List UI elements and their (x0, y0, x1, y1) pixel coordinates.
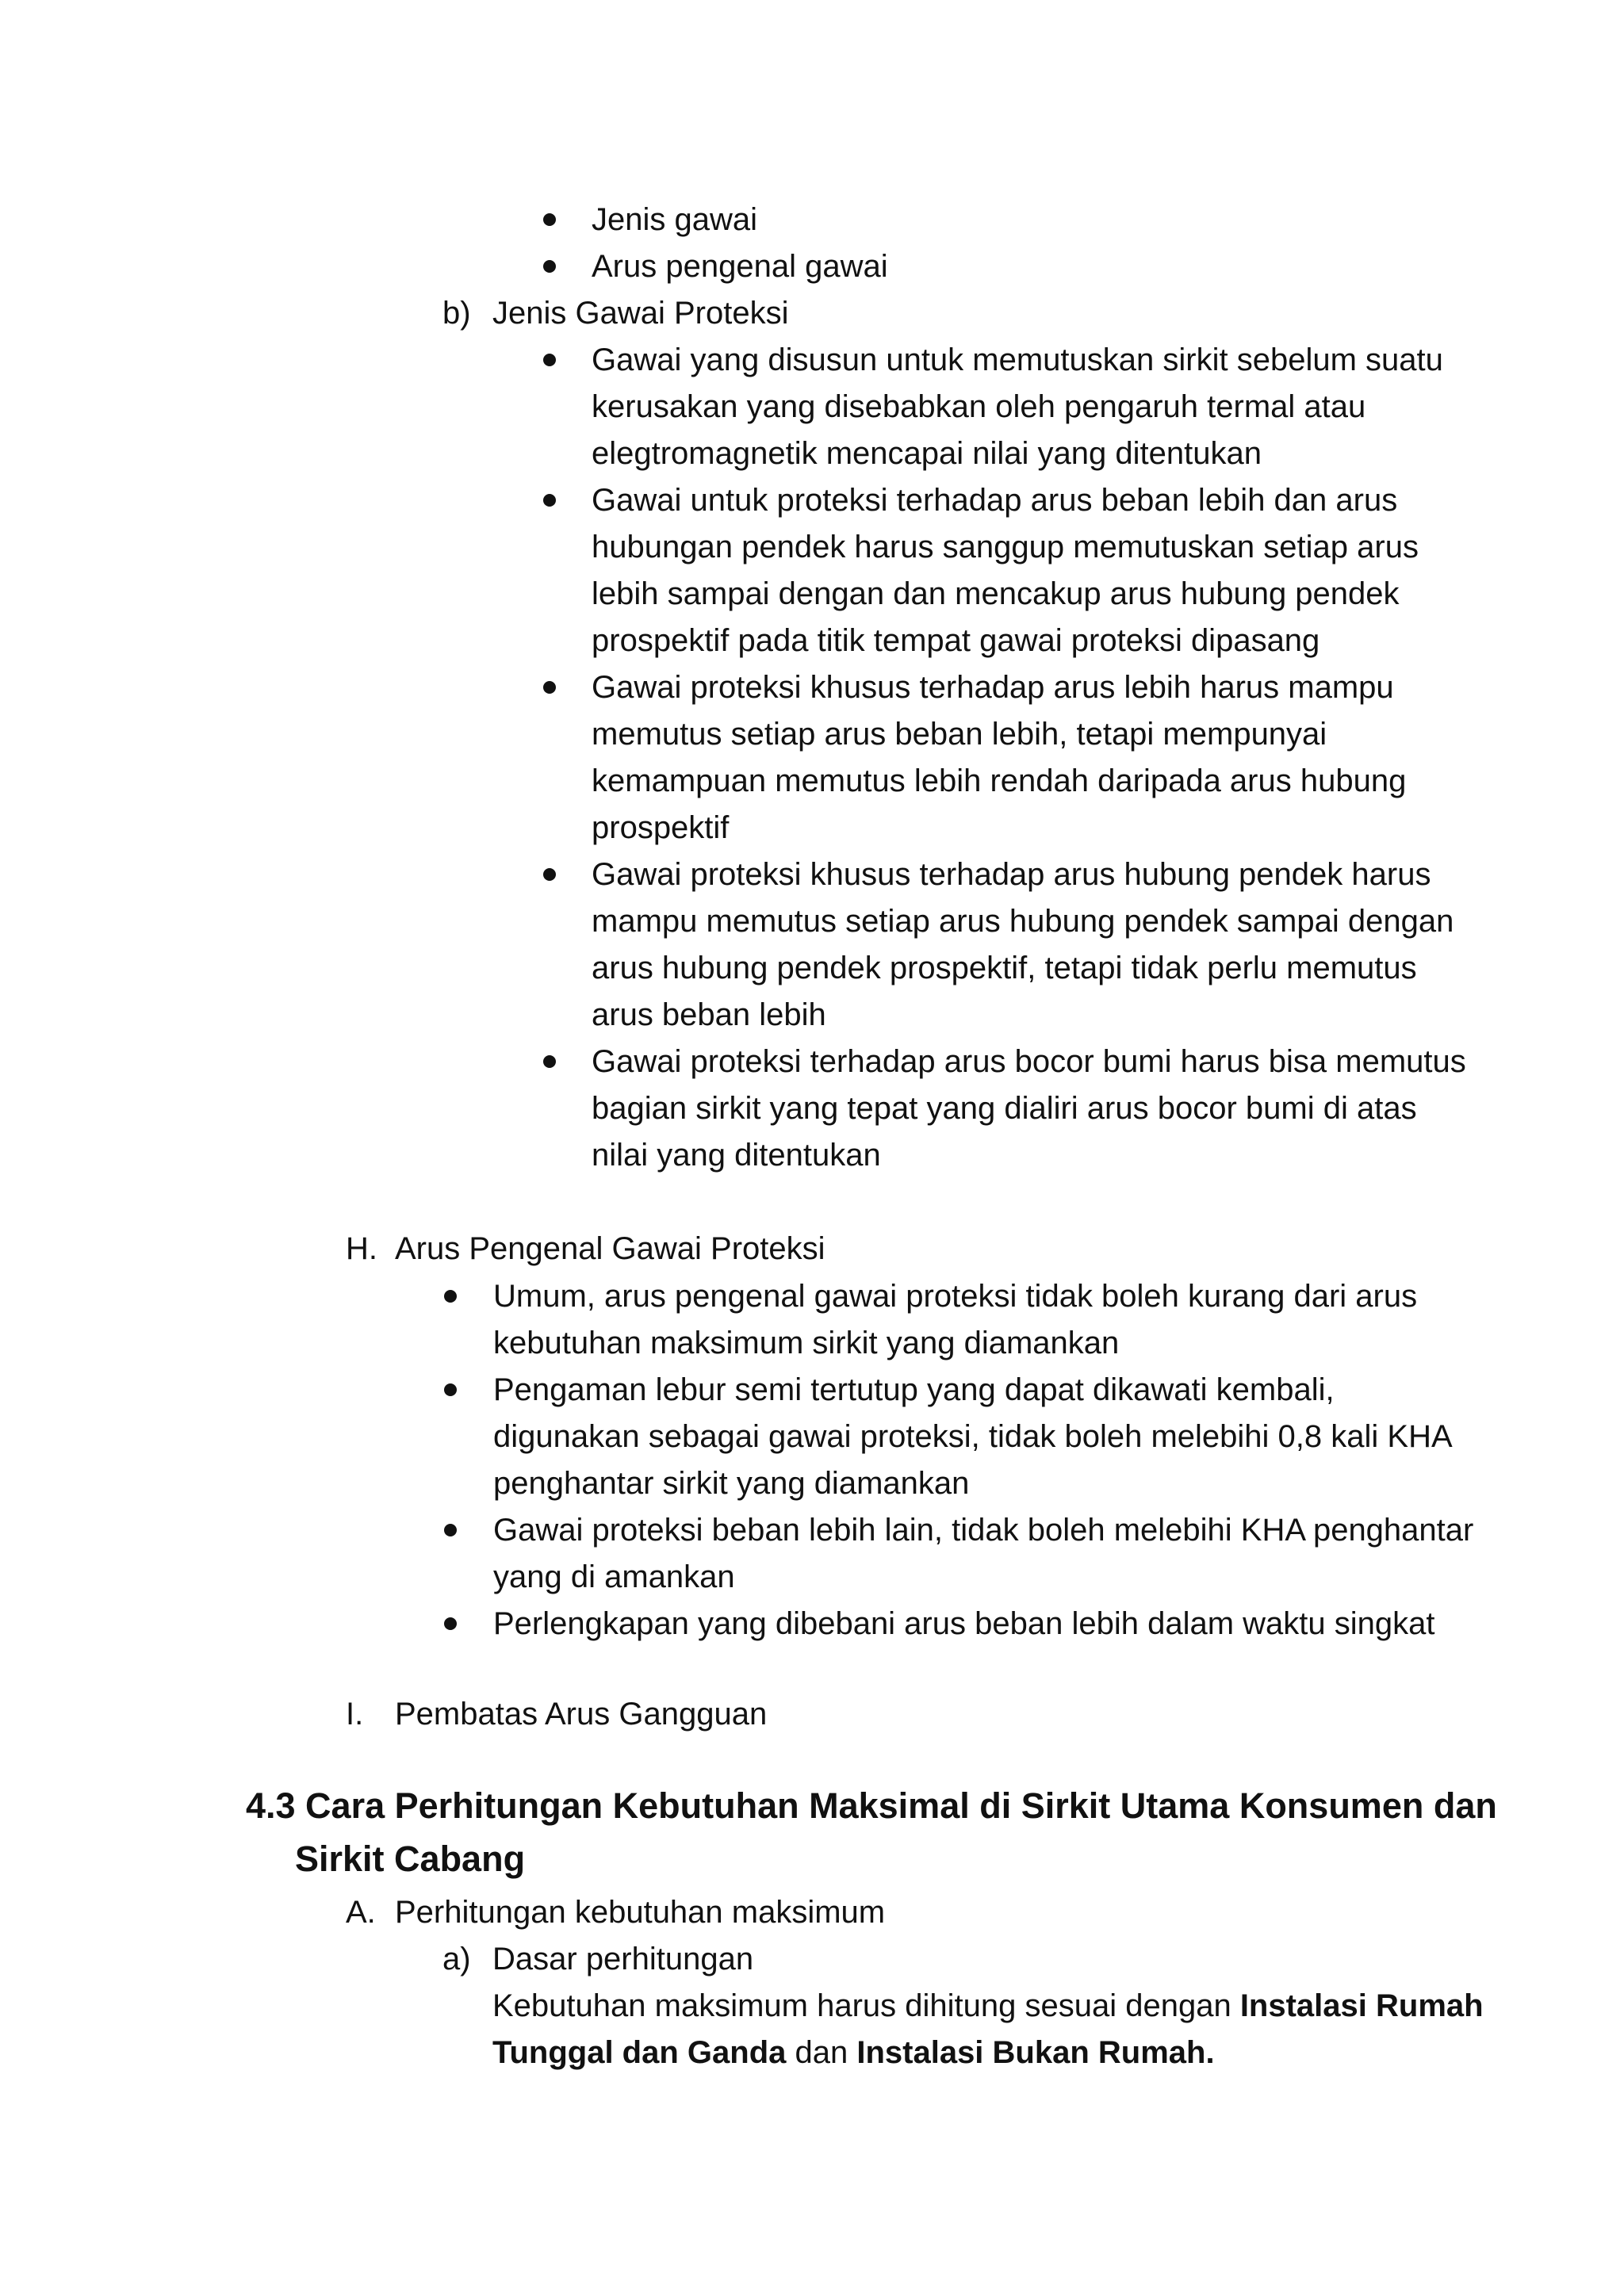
list-marker: b) (442, 296, 471, 331)
list-item: prospektif pada titik tempat gawai proteksi dipasang (592, 623, 1320, 658)
bullet-icon (543, 681, 556, 694)
list-item: Gawai untuk proteksi terhadap arus beban lebih dan arus (592, 483, 1398, 518)
list-item: Gawai proteksi khusus terhadap arus lebih harus mampu (592, 670, 1394, 705)
list-marker: I. (346, 1697, 364, 1732)
section-title: Jenis Gawai Proteksi (492, 296, 789, 331)
list-item: mampu memutus setiap arus hubung pendek sampai dengan (592, 904, 1454, 939)
bullet-icon (543, 868, 556, 881)
list-item: arus beban lebih (592, 997, 826, 1032)
list-item: bagian sirkit yang tepat yang dialiri arus bocor bumi di atas (592, 1091, 1417, 1126)
list-item: Jenis gawai (592, 202, 758, 237)
list-item: kebutuhan maksimum sirkit yang diamankan (493, 1326, 1120, 1360)
list-item: kerusakan yang disebabkan oleh pengaruh termal atau (592, 389, 1366, 424)
list-item: hubungan pendek harus sanggup memutuskan setiap arus (592, 530, 1419, 564)
bullet-icon (444, 1524, 457, 1536)
bullet-icon (444, 1617, 457, 1630)
paragraph-bold-text: Tunggal dan Ganda (492, 2035, 787, 2070)
paragraph-bold-text: Instalasi Bukan Rumah. (856, 2035, 1215, 2070)
subsection-title: Dasar perhitungan (492, 1942, 754, 1976)
list-item: Gawai yang disusun untuk memutuskan sirkit sebelum suatu (592, 342, 1443, 377)
list-item: lebih sampai dengan dan mencakup arus hubung pendek (592, 576, 1400, 611)
list-item: Umum, arus pengenal gawai proteksi tidak boleh kurang dari arus (493, 1279, 1418, 1314)
section-title: Pembatas Arus Gangguan (395, 1697, 768, 1732)
list-item: Arus pengenal gawai (592, 249, 888, 284)
section-title: Perhitungan kebutuhan maksimum (395, 1895, 886, 1930)
list-item: elegtromagnetik mencapai nilai yang ditentukan (592, 436, 1262, 471)
list-item: arus hubung pendek prospektif, tetapi tidak perlu memutus (592, 951, 1417, 985)
paragraph-text: Kebutuhan maksimum harus dihitung sesuai dengan (492, 1988, 1240, 2023)
bullet-icon (543, 260, 556, 273)
list-item: Gawai proteksi khusus terhadap arus hubung pendek harus (592, 857, 1431, 892)
bullet-icon (444, 1290, 457, 1303)
paragraph-text: dan (786, 2035, 857, 2070)
section-heading: 4.3 Cara Perhitungan Kebutuhan Maksimal di Sirkit Utama Konsumen dan (246, 1785, 1497, 1826)
section-heading-continuation: Sirkit Cabang (295, 1839, 526, 1879)
list-marker: a) (442, 1942, 471, 1976)
paragraph-line (492, 2033, 1215, 2072)
list-item: Perlengkapan yang dibebani arus beban lebih dalam waktu singkat (493, 1606, 1435, 1641)
list-item: prospektif (592, 810, 730, 845)
list-item: yang di amankan (493, 1559, 735, 1594)
list-item: Pengaman lebur semi tertutup yang dapat dikawati kembali, (493, 1372, 1335, 1407)
list-item: Gawai proteksi beban lebih lain, tidak boleh melebihi KHA penghantar (493, 1513, 1474, 1548)
list-item: digunakan sebagai gawai proteksi, tidak boleh melebihi 0,8 kali KHA (493, 1419, 1453, 1454)
section-title: Arus Pengenal Gawai Proteksi (395, 1231, 825, 1266)
list-item: memutus setiap arus beban lebih, tetapi mempunyai (592, 717, 1327, 752)
list-marker: H. (346, 1231, 377, 1266)
list-item: nilai yang ditentukan (592, 1138, 881, 1173)
bullet-icon (543, 213, 556, 226)
list-marker: A. (346, 1895, 376, 1930)
paragraph-bold-text: Instalasi Rumah (1239, 1988, 1484, 2023)
bullet-icon (543, 494, 556, 507)
list-item: Gawai proteksi terhadap arus bocor bumi harus bisa memutus (592, 1044, 1466, 1079)
bullet-icon (543, 354, 556, 366)
paragraph-line (492, 1986, 1484, 2026)
bullet-icon (444, 1383, 457, 1396)
list-item: penghantar sirkit yang diamankan (493, 1466, 970, 1501)
bullet-icon (543, 1055, 556, 1068)
list-item: kemampuan memutus lebih rendah daripada arus hubung (592, 763, 1407, 798)
